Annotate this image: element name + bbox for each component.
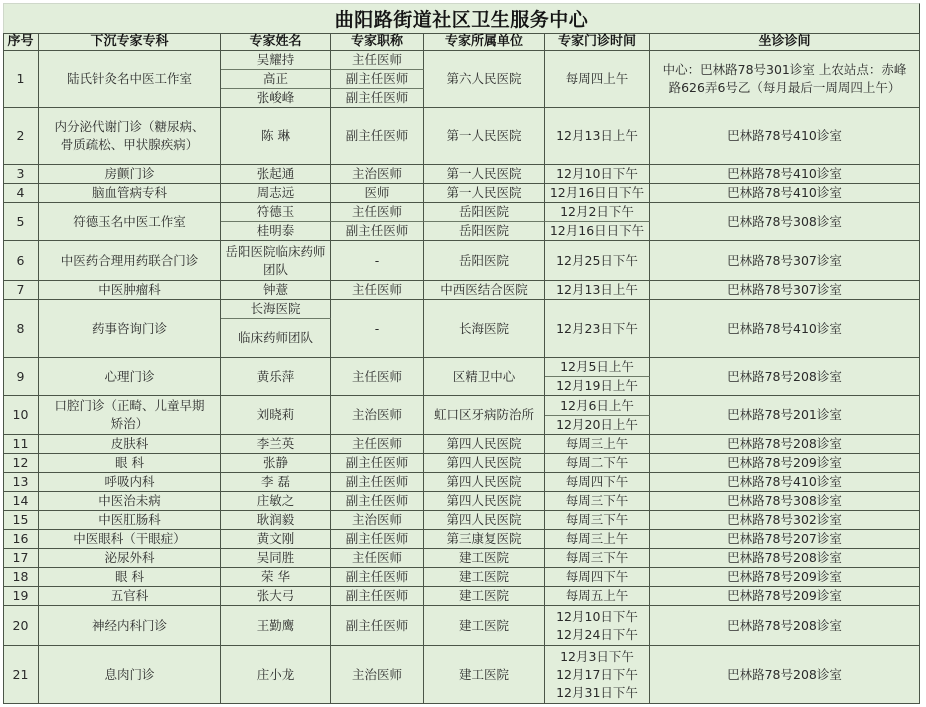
expert-title: 主任医师 [331, 203, 424, 222]
clinic-time: 12月10日下午 [545, 165, 650, 184]
clinic-time [545, 606, 650, 646]
expert-name: 高正 [221, 70, 331, 89]
clinic-time: 每周二下午 [545, 454, 650, 473]
expert-unit: 第六人民医院 [424, 51, 545, 108]
row-number: 3 [3, 165, 39, 184]
row-specialty: 药事咨询门诊 [39, 300, 221, 358]
clinic-room: 巴林路78号307诊室 [650, 241, 920, 281]
expert-unit: 岳阳医院 [424, 203, 545, 222]
clinic-time-line: 12月3日下午 [560, 648, 634, 664]
expert-unit: 中西医结合医院 [424, 281, 545, 300]
expert-title: 副主任医师 [331, 530, 424, 549]
clinic-room: 巴林路78号308诊室 [650, 203, 920, 241]
clinic-time-line: 12月31日下午 [556, 684, 638, 700]
clinic-time: 12月13日上午 [545, 281, 650, 300]
row-specialty: 泌尿外科 [39, 549, 221, 568]
header-expert-title: 专家职称 [331, 33, 424, 51]
row-specialty: 眼 科 [39, 568, 221, 587]
clinic-time-line: 12月24日下午 [556, 626, 638, 642]
expert-name: 黄文刚 [221, 530, 331, 549]
expert-title: 主治医师 [331, 511, 424, 530]
row-number: 4 [3, 184, 39, 203]
row-specialty: 神经内科门诊 [39, 606, 221, 646]
clinic-room: 巴林路78号208诊室 [650, 549, 920, 568]
expert-title: 副主任医师 [331, 454, 424, 473]
clinic-room: 巴林路78号208诊室 [650, 606, 920, 646]
expert-name: 岳阳医院临床药师团队 [221, 241, 331, 281]
clinic-time [545, 646, 650, 704]
expert-name: 荣 华 [221, 568, 331, 587]
row-specialty: 房颤门诊 [39, 165, 221, 184]
clinic-room: 中心：巴林路78号301诊室 上农站点：赤峰路626弄6号乙（每月最后一周周四上午） [650, 51, 920, 108]
clinic-room: 巴林路78号208诊室 [650, 358, 920, 396]
row-specialty: 眼 科 [39, 454, 221, 473]
expert-unit: 第一人民医院 [424, 108, 545, 165]
row-number: 16 [3, 530, 39, 549]
clinic-time-line: 12月17日下午 [556, 666, 638, 682]
clinic-time: 每周三下午 [545, 492, 650, 511]
expert-unit: 岳阳医院 [424, 222, 545, 241]
row-specialty: 中医药合理用药联合门诊 [39, 241, 221, 281]
expert-title: - [331, 241, 424, 281]
row-specialty: 中医肿瘤科 [39, 281, 221, 300]
expert-name: 桂明泰 [221, 222, 331, 241]
expert-name: 李 磊 [221, 473, 331, 492]
row-number: 18 [3, 568, 39, 587]
expert-title: 主治医师 [331, 646, 424, 704]
clinic-room: 巴林路78号302诊室 [650, 511, 920, 530]
header-expert-unit: 专家所属单位 [424, 33, 545, 51]
expert-title: 副主任医师 [331, 568, 424, 587]
clinic-room: 巴林路78号207诊室 [650, 530, 920, 549]
clinic-room: 巴林路78号307诊室 [650, 281, 920, 300]
row-number: 11 [3, 435, 39, 454]
expert-name: 符德玉 [221, 203, 331, 222]
expert-name: 张大弓 [221, 587, 331, 606]
expert-name: 庄敏之 [221, 492, 331, 511]
expert-name: 张峻峰 [221, 89, 331, 108]
row-number: 1 [3, 51, 39, 108]
clinic-time: 每周三下午 [545, 511, 650, 530]
row-number: 14 [3, 492, 39, 511]
clinic-room: 巴林路78号410诊室 [650, 108, 920, 165]
expert-unit: 岳阳医院 [424, 241, 545, 281]
expert-unit: 第四人民医院 [424, 492, 545, 511]
expert-name: 耿润毅 [221, 511, 331, 530]
clinic-room: 巴林路78号410诊室 [650, 473, 920, 492]
expert-unit: 区精卫中心 [424, 358, 545, 396]
expert-title: 主任医师 [331, 435, 424, 454]
expert-name: 刘晓莉 [221, 396, 331, 435]
row-number: 20 [3, 606, 39, 646]
clinic-time: 每周四下午 [545, 473, 650, 492]
expert-name: 吴同胜 [221, 549, 331, 568]
expert-name: 张静 [221, 454, 331, 473]
clinic-time: 12月20日上午 [545, 416, 650, 435]
row-specialty: 皮肤科 [39, 435, 221, 454]
clinic-room: 巴林路78号308诊室 [650, 492, 920, 511]
expert-title: 副主任医师 [331, 492, 424, 511]
row-number: 21 [3, 646, 39, 704]
expert-unit: 第一人民医院 [424, 184, 545, 203]
clinic-time: 12月16日日下午 [545, 184, 650, 203]
clinic-room: 巴林路78号410诊室 [650, 184, 920, 203]
page-title: 曲阳路街道社区卫生服务中心 [334, 8, 589, 31]
row-specialty: 内分泌代谢门诊（糖尿病、骨质疏松、甲状腺疾病） [39, 108, 221, 165]
expert-name: 钟薏 [221, 281, 331, 300]
row-number: 6 [3, 241, 39, 281]
clinic-time: 12月19日上午 [545, 377, 650, 396]
clinic-time: 每周四下午 [545, 568, 650, 587]
row-number: 19 [3, 587, 39, 606]
expert-title: - [331, 300, 424, 358]
expert-unit: 建工医院 [424, 646, 545, 704]
expert-title: 主任医师 [331, 51, 424, 70]
row-number: 17 [3, 549, 39, 568]
expert-unit: 第四人民医院 [424, 473, 545, 492]
expert-title: 主任医师 [331, 281, 424, 300]
expert-name: 庄小龙 [221, 646, 331, 704]
row-number: 13 [3, 473, 39, 492]
row-specialty: 心理门诊 [39, 358, 221, 396]
expert-unit: 建工医院 [424, 568, 545, 587]
expert-name: 临床药师团队 [221, 319, 331, 358]
clinic-time: 每周三上午 [545, 530, 650, 549]
row-number: 2 [3, 108, 39, 165]
clinic-room: 巴林路78号410诊室 [650, 165, 920, 184]
expert-title: 副主任医师 [331, 89, 424, 108]
row-specialty: 口腔门诊（正畸、儿童早期矫治） [39, 396, 221, 435]
row-specialty: 中医眼科（干眼症） [39, 530, 221, 549]
expert-unit: 建工医院 [424, 587, 545, 606]
clinic-room: 巴林路78号208诊室 [650, 435, 920, 454]
row-specialty: 中医治未病 [39, 492, 221, 511]
row-specialty: 符德玉名中医工作室 [39, 203, 221, 241]
row-number: 9 [3, 358, 39, 396]
expert-unit: 第四人民医院 [424, 454, 545, 473]
expert-unit: 第四人民医院 [424, 511, 545, 530]
expert-title: 主任医师 [331, 358, 424, 396]
expert-name: 长海医院 [221, 300, 331, 319]
clinic-time: 12月25日下午 [545, 241, 650, 281]
expert-name: 黄乐萍 [221, 358, 331, 396]
header-clinic-room: 坐诊诊间 [650, 33, 920, 51]
expert-title: 副主任医师 [331, 70, 424, 89]
expert-unit: 建工医院 [424, 606, 545, 646]
header-specialty: 下沉专家专科 [39, 33, 221, 51]
expert-title: 医师 [331, 184, 424, 203]
expert-name: 李兰英 [221, 435, 331, 454]
expert-title: 副主任医师 [331, 108, 424, 165]
expert-title: 主任医师 [331, 549, 424, 568]
expert-name: 吴耀持 [221, 51, 331, 70]
expert-title: 主治医师 [331, 165, 424, 184]
row-specialty: 陆氏针灸名中医工作室 [39, 51, 221, 108]
row-specialty: 五官科 [39, 587, 221, 606]
expert-title: 副主任医师 [331, 606, 424, 646]
expert-name: 周志远 [221, 184, 331, 203]
expert-title: 副主任医师 [331, 222, 424, 241]
clinic-room: 巴林路78号209诊室 [650, 568, 920, 587]
clinic-room: 巴林路78号209诊室 [650, 587, 920, 606]
header-no: 序号 [3, 33, 39, 51]
expert-name: 张起通 [221, 165, 331, 184]
clinic-time: 每周五上午 [545, 587, 650, 606]
clinic-time: 12月2日下午 [545, 203, 650, 222]
clinic-time-line: 12月10日下午 [556, 608, 638, 624]
clinic-room: 巴林路78号208诊室 [650, 646, 920, 704]
row-specialty: 中医肛肠科 [39, 511, 221, 530]
expert-unit: 第三康复医院 [424, 530, 545, 549]
row-specialty: 脑血管病专科 [39, 184, 221, 203]
clinic-time: 12月5日上午 [545, 358, 650, 377]
expert-title: 副主任医师 [331, 587, 424, 606]
clinic-time: 12月13日上午 [545, 108, 650, 165]
row-number: 8 [3, 300, 39, 358]
header-clinic-time: 专家门诊时间 [545, 33, 650, 51]
expert-title: 副主任医师 [331, 473, 424, 492]
expert-unit: 建工医院 [424, 549, 545, 568]
clinic-room: 巴林路78号209诊室 [650, 454, 920, 473]
row-number: 7 [3, 281, 39, 300]
clinic-time: 每周四上午 [545, 51, 650, 108]
expert-unit: 虹口区牙病防治所 [424, 396, 545, 435]
expert-unit: 第四人民医院 [424, 435, 545, 454]
clinic-room: 巴林路78号201诊室 [650, 396, 920, 435]
header-expert-name: 专家姓名 [221, 33, 331, 51]
row-specialty: 息肉门诊 [39, 646, 221, 704]
row-number: 15 [3, 511, 39, 530]
expert-name: 陈 琳 [221, 108, 331, 165]
expert-unit: 长海医院 [424, 300, 545, 358]
clinic-time: 每周三上午 [545, 435, 650, 454]
row-number: 5 [3, 203, 39, 241]
expert-unit: 第一人民医院 [424, 165, 545, 184]
clinic-time: 12月16日日下午 [545, 222, 650, 241]
row-number: 12 [3, 454, 39, 473]
clinic-time: 12月6日上午 [545, 396, 650, 416]
expert-title: 主治医师 [331, 396, 424, 435]
row-number: 10 [3, 396, 39, 435]
clinic-time: 12月23日下午 [545, 300, 650, 358]
clinic-time: 每周三下午 [545, 549, 650, 568]
row-specialty: 呼吸内科 [39, 473, 221, 492]
expert-name: 王勤鹰 [221, 606, 331, 646]
clinic-room: 巴林路78号410诊室 [650, 300, 920, 358]
